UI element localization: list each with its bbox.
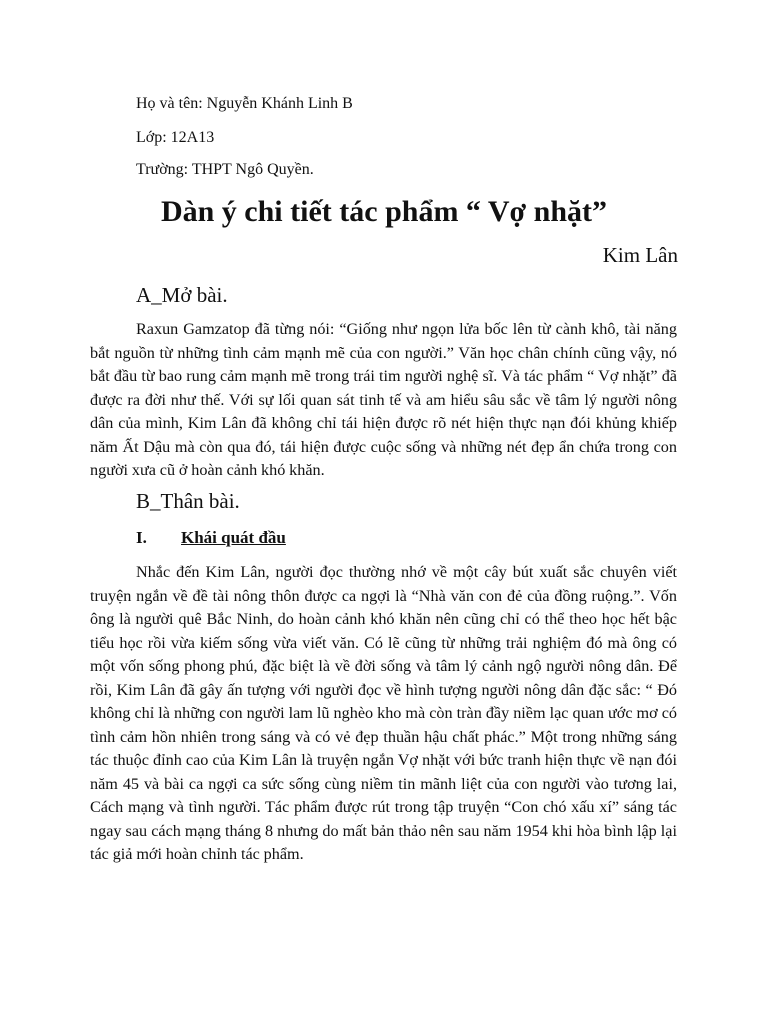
section-b-paragraph: Nhắc đến Kim Lân, người đọc thường nhớ về một cây bút xuất sắc chuyên viết truyện ngắn về đề tài nông thôn được ca ngợi là “Nhà văn con đẻ của đồng ruộng.”. Vốn ông là người quê Bắc Ninh, do hoàn cảnh khó khăn nên cũng chỉ có thể theo học hết bậc tiểu học rồi vừa kiếm sống vừa viết văn. Có lẽ cũng từ những trải nghiệm đó mà ông có một vốn sống phong phú, đặc biệt là về đời sống và tâm lý cảnh ngộ người nông dân. Để rồi, Kim Lân đã gây ấn tượng với người đọc về hình tượng người nông dân đặc sắc: “ Đó không chỉ là những con người lam lũ nghèo kho mà còn tràn đầy niềm lạc quan ước mơ có tình cảm hồn nhiên trong sáng và có vẻ đẹp thuần hậu chất phác.” Một trong những sáng tác thuộc đỉnh cao của Kim Lân là truyện ngắn Vợ nhặt với bức tranh hiện thực về nạn đói năm 45 và bài ca ngợi ca sức sống cùng niềm tin mãnh liệt của con người vào tương lai, Cách mạng và tình người. Tác phẩm được rút trong tập truyện “Con chó xấu xí” sáng tác ngay sau cách mạng tháng 8 nhưng do mất bản thảo nên sau năm 1954 khi hòa bình lập lại tác giả mới hoàn chỉnh tác phẩm. (90, 563, 677, 863)
document-title: Dàn ý chi tiết tác phẩm “ Vợ nhặt” (160, 195, 608, 228)
student-name-line: Họ và tên: Nguyễn Khánh Linh B (136, 95, 353, 112)
subsection-heading (136, 527, 286, 549)
subsection-number: I. (136, 528, 147, 547)
section-a-heading: A_Mở bài. (136, 283, 228, 307)
class-line: Lớp: 12A13 (136, 129, 215, 146)
section-b-heading: B_Thân bài. (136, 489, 240, 513)
subsection-title: Khái quát đầu (181, 528, 286, 547)
author-name: Kim Lân (602, 243, 678, 267)
section-a-paragraph: Raxun Gamzatop đã từng nói: “Giống như ngọn lửa bốc lên từ cành khô, tài năng bắt nguồn từ những tình cảm mạnh mẽ của con người.” Văn học chân chính cũng vậy, nó bắt đầu từ bao rung cảm mạnh mẽ trong trái tim người nghệ sĩ. Và tác phẩm “ Vợ nhặt” đã được ra đời như thế. Với sự lối quan sát tinh tế và am hiểu sâu sắc về tâm lý người nông dân của mình, Kim Lân đã không chỉ tái hiện được rõ nét hiện thực nạn đói khủng khiếp năm Ất Dậu mà còn qua đó, tái hiện được cuộc sống và những nét đẹp ẩn chứa trong con người xưa cũ ở hoàn cảnh khó khăn. (90, 320, 677, 479)
school-line: Trường: THPT Ngô Quyền. (136, 161, 314, 178)
